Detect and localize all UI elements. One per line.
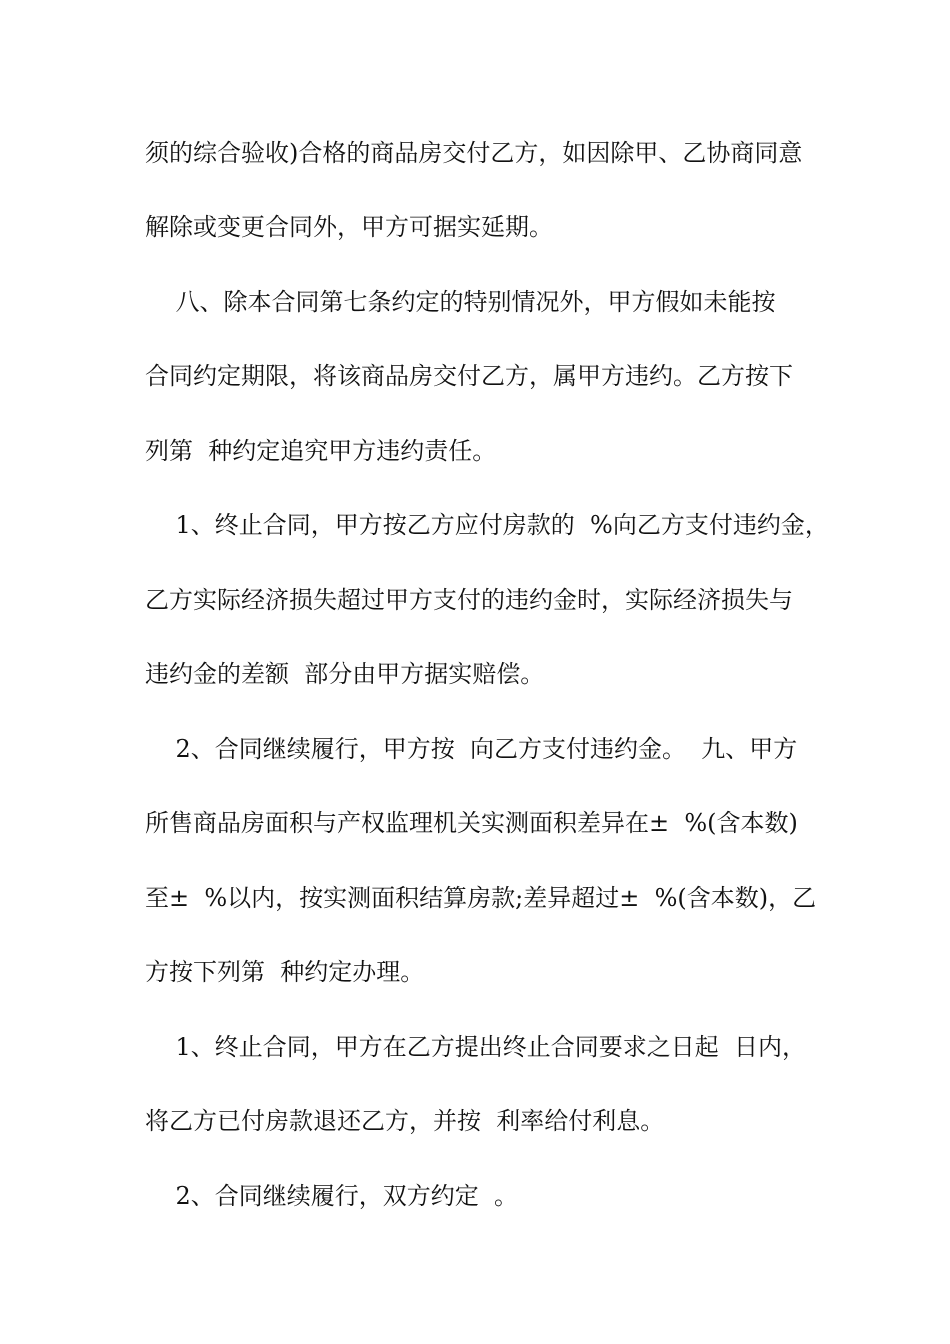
text-line: 至± %以内，按实测面积结算房款;差异超过± %(含本数)，乙: [145, 884, 817, 912]
text-line: 1、终止合同，甲方按乙方应付房款的 %向乙方支付违约金，: [145, 511, 829, 539]
text-line: 所售商品房面积与产权监理机关实测面积差异在± %(含本数): [145, 809, 798, 837]
text-line: 八、除本合同第七条约定的特别情况外，甲方假如未能按: [145, 288, 776, 316]
text-line: 须的综合验收)合格的商品房交付乙方，如因除甲、乙协商同意: [145, 139, 803, 167]
text-line: 1、终止合同，甲方在乙方提出终止合同要求之日起 日内，: [145, 1033, 807, 1061]
text-line: 列第 种约定追究甲方违约责任。: [145, 437, 497, 465]
text-line: 方按下列第 种约定办理。: [145, 958, 425, 986]
text-line: 2、合同继续履行，甲方按 向乙方支付违约金。 九、甲方: [145, 735, 798, 763]
text-line: 合同约定期限，将该商品房交付乙方，属甲方违约。乙方按下: [145, 362, 793, 390]
text-line: 2、合同继续履行，双方约定 。: [145, 1182, 519, 1210]
text-line: 解除或变更合同外，甲方可据实延期。: [145, 213, 553, 241]
text-line: 乙方实际经济损失超过甲方支付的违约金时，实际经济损失与: [145, 586, 793, 614]
text-line: 违约金的差额 部分由甲方据实赔偿。: [145, 660, 545, 688]
text-line: 将乙方已付房款退还乙方，并按 利率给付利息。: [145, 1107, 665, 1135]
